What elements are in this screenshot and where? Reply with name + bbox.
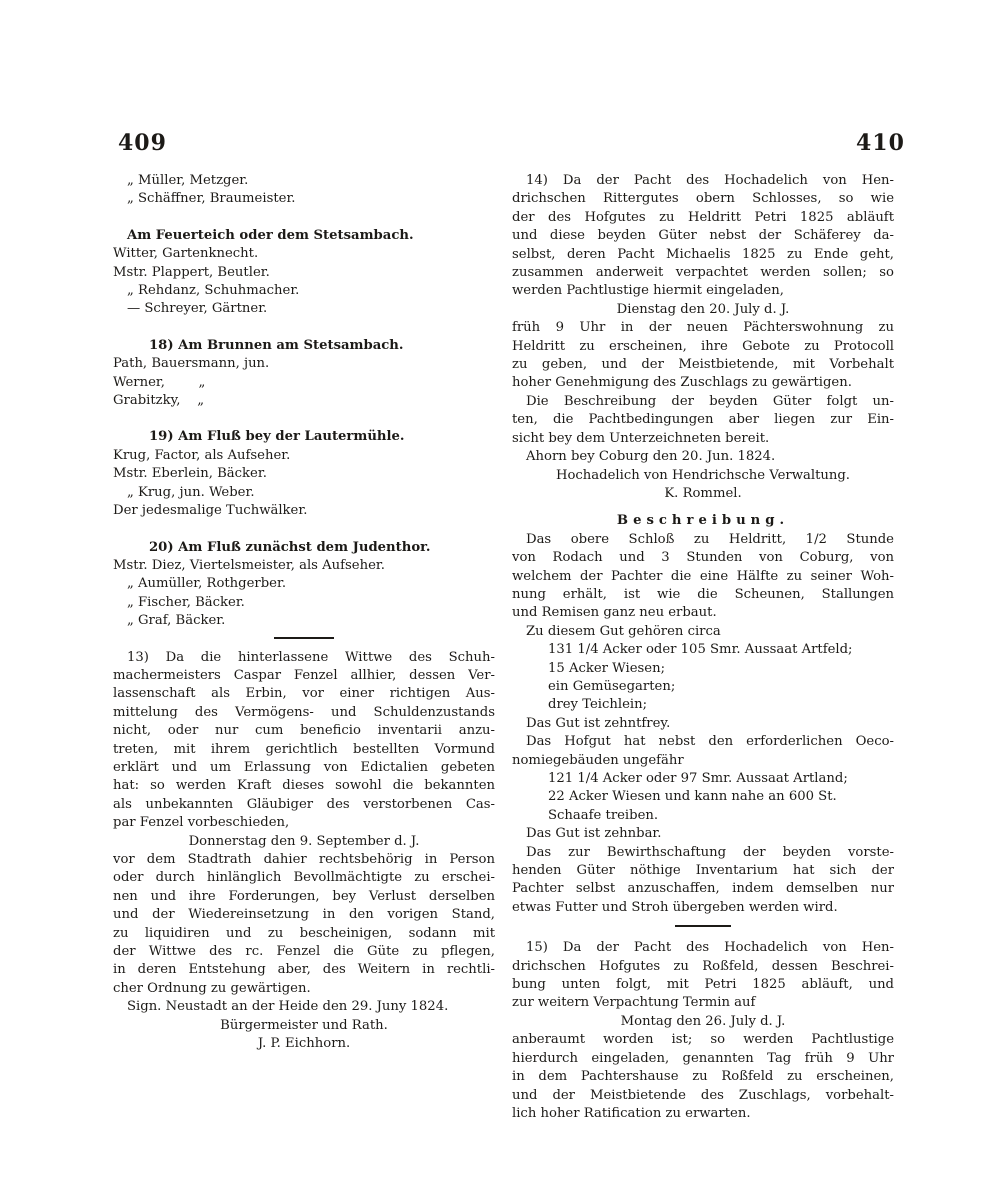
text-line: in deren Entstehung aber, des Weitern in rechtli- xyxy=(113,962,495,978)
text-line: zur weitern Verpachtung Termin auf xyxy=(512,995,756,1011)
list-item: Werner, „ xyxy=(113,374,206,390)
text-line: zu liquidiren und zu bescheinigen, sodann mit xyxy=(113,925,495,941)
text-line: Pachter selbst anzuschaffen, indem demselben nur xyxy=(512,881,894,897)
text-line: drichschen Hofgutes zu Roßfeld, dessen Beschrei- xyxy=(512,958,894,974)
text-line: ten, die Pachtbedingungen aber liegen zur Ein- xyxy=(512,412,894,428)
list-item: 131 1/4 Acker oder 105 Smr. Aussaat Artfeld; xyxy=(548,642,853,658)
notice-signatory: J. P. Eichhorn. xyxy=(257,1036,351,1052)
text-line: der Wittwe des rc. Fenzel die Güte zu pflegen, xyxy=(113,944,495,960)
text-line: nung erhält, ist wie die Scheunen, Stallungen xyxy=(512,586,894,602)
text-line: Zu diesem Gut gehören circa xyxy=(526,623,721,639)
page-number-left: 409 xyxy=(118,130,167,156)
right-page-column xyxy=(512,172,894,1123)
list-item: 15 Acker Wiesen; xyxy=(548,660,666,676)
text-line: 13) Da die hinterlassene Wittwe des Schuh- xyxy=(127,649,495,665)
text-line: nomiegebäuden ungefähr xyxy=(512,752,684,768)
left-page-column xyxy=(113,172,495,1053)
notice-signatory: K. Rommel. xyxy=(664,485,742,501)
text-line: und diese beyden Güter nebst der Schäferey da- xyxy=(512,228,894,244)
notice-date: Donnerstag den 9. September d. J. xyxy=(188,833,420,849)
page-number-right: 410 xyxy=(856,130,905,156)
text-line: zu geben, und der Meistbietende, mit Vorbehalt xyxy=(512,357,894,373)
text-line: 15) Da der Pacht des Hochadelich von Hen- xyxy=(526,940,894,956)
notice-authority: Bürgermeister und Rath. xyxy=(220,1017,388,1033)
text-line: treten, mit ihrem gerichtlich bestellten Vormund xyxy=(113,741,495,757)
list-item: 22 Acker Wiesen und kann nahe an 600 St. xyxy=(548,789,837,805)
list-item: Mstr. Eberlein, Bäcker. xyxy=(113,466,267,482)
text-line: nicht, oder nur cum beneficio inventarii anzu- xyxy=(113,723,495,739)
section-heading: 18) Am Brunnen am Stetsambach. xyxy=(149,337,404,353)
list-item: — Schreyer, Gärtner. xyxy=(127,301,268,317)
text-line: oder durch hinlänglich Bevollmächtigte zu erschei- xyxy=(113,870,495,886)
description-heading: Beschreibung. xyxy=(616,513,790,529)
list-item: drey Teichlein; xyxy=(548,697,648,713)
text-line: lassenschaft als Erbin, vor einer richtigen Aus- xyxy=(113,686,495,702)
notice-date: Dienstag den 20. July d. J. xyxy=(616,301,790,317)
text-line: Das zur Bewirthschaftung der beyden vorste- xyxy=(526,844,894,860)
text-line: „ Müller, Metzger. xyxy=(127,173,249,188)
section-divider xyxy=(274,637,334,639)
list-item: 121 1/4 Acker oder 97 Smr. Aussaat Artland; xyxy=(548,771,848,786)
text-line: der des Hofgutes zu Heldritt Petri 1825 abläuft xyxy=(512,209,894,225)
text-line: nen und ihre Forderungen, bey Verlust derselben xyxy=(113,888,495,904)
list-item: ein Gemüsegarten; xyxy=(548,678,676,694)
notice-place-date: Ahorn bey Coburg den 20. Jun. 1824. xyxy=(526,449,776,465)
text-line: drichschen Rittergutes obern Schlosses, so wie xyxy=(512,191,894,207)
text-line: cher Ordnung zu gewärtigen. xyxy=(113,980,311,996)
text-line: und Remisen ganz neu erbaut. xyxy=(512,605,717,621)
text-line: machermeisters Caspar Fenzel allhier, dessen Ver- xyxy=(113,667,495,683)
notice-date: Montag den 26. July d. J. xyxy=(620,1013,786,1029)
text-line: selbst, deren Pacht Michaelis 1825 zu Ende geht, xyxy=(512,246,894,262)
text-line: hierdurch eingeladen, genannten Tag früh 9 Uhr xyxy=(512,1050,894,1066)
text-line: von Rodach und 3 Stunden von Coburg, von xyxy=(512,550,894,566)
text-line: vor dem Stadtrath dahier rechtsbehörig in Person xyxy=(113,852,495,867)
section-divider xyxy=(675,925,731,927)
section-heading: Am Feuerteich oder dem Stetsambach. xyxy=(127,227,414,243)
notice-signature-place: Sign. Neustadt an der Heide den 29. Juny 1824. xyxy=(127,999,449,1015)
text-line: par Fenzel vorbeschieden, xyxy=(113,815,290,831)
text-line: Das obere Schloß zu Heldritt, 1/2 Stunde xyxy=(526,531,894,547)
list-item: „ Krug, jun. Weber. xyxy=(127,484,255,500)
text-line: zusammen anderweit verpachtet werden sollen; so xyxy=(512,265,894,281)
text-line: Die Beschreibung der beyden Güter folgt un- xyxy=(526,393,894,409)
text-line: und der Meistbietende des Zuschlags, vorbehalt- xyxy=(512,1087,894,1103)
text-line: werden Pachtlustige hiermit eingeladen, xyxy=(512,283,784,299)
text-line: welchem der Pachter die eine Hälfte zu seiner Woh- xyxy=(512,568,894,584)
list-item: „ Graf, Bäcker. xyxy=(127,613,226,629)
list-item: Path, Bauersmann, jun. xyxy=(113,356,270,372)
list-item: „ Aumüller, Rothgerber. xyxy=(127,576,287,592)
notice-authority: Hochadelich von Hendrichsche Verwaltung. xyxy=(555,467,850,483)
list-item: „ Fischer, Bäcker. xyxy=(127,594,245,610)
text-line: Das Hofgut hat nebst den erforderlichen Oeco- xyxy=(526,734,894,750)
text-line: Das Gut ist zehntfrey. xyxy=(526,715,671,731)
list-item: Der jedesmalige Tuchwälker. xyxy=(113,503,308,519)
text-line: anberaumt worden ist; so werden Pachtlustige xyxy=(512,1032,894,1048)
list-item: Krug, Factor, als Aufseher. xyxy=(113,447,291,463)
text-line: henden Güter nöthige Inventarium hat sich der xyxy=(512,863,894,879)
list-item: „ Rehdanz, Schuhmacher. xyxy=(127,283,300,299)
text-line: und der Wiedereinsetzung in den vorigen Stand, xyxy=(113,907,495,923)
section-heading: 20) Am Fluß zunächst dem Judenthor. xyxy=(149,539,431,555)
list-item: Mstr. Plappert, Beutler. xyxy=(113,264,270,280)
text-line: in dem Pachtershause zu Roßfeld zu erscheinen, xyxy=(512,1069,894,1085)
list-item: Mstr. Diez, Viertelsmeister, als Aufseher. xyxy=(113,557,385,573)
text-line: Heldritt zu erscheinen, ihre Gebote zu Protocoll xyxy=(512,338,894,354)
text-line: als unbekannten Gläubiger des verstorbenen Cas- xyxy=(113,796,495,812)
text-line: Das Gut ist zehnbar. xyxy=(526,826,662,842)
list-item: Witter, Gartenknecht. xyxy=(113,246,259,262)
text-line: hat: so werden Kraft dieses sowohl die bekannten xyxy=(113,778,495,794)
text-line: mittelung des Vermögens- und Schuldenzustands xyxy=(113,704,495,720)
text-line: früh 9 Uhr in der neuen Pächterswohnung zu xyxy=(512,320,894,336)
text-line: bung unten folgt, mit Petri 1825 abläuft, und xyxy=(512,977,894,993)
text-line: 14) Da der Pacht des Hochadelich von Hen- xyxy=(526,173,894,188)
text-line: etwas Futter und Stroh übergeben werden wird. xyxy=(512,899,838,915)
text-line: lich hoher Ratification zu erwarten. xyxy=(512,1105,751,1121)
list-item: Grabitzky, „ xyxy=(113,393,205,409)
text-line: „ Schäffner, Braumeister. xyxy=(127,191,296,207)
text-line: erklärt und um Erlassung von Edictalien gebeten xyxy=(113,759,495,775)
text-line: hoher Genehmigung des Zuschlags zu gewärtigen. xyxy=(512,375,852,391)
section-heading: 19) Am Fluß bey der Lautermühle. xyxy=(149,429,405,445)
text-line: sicht bey dem Unterzeichneten bereit. xyxy=(512,430,770,446)
list-item: Schaafe treiben. xyxy=(548,807,659,823)
